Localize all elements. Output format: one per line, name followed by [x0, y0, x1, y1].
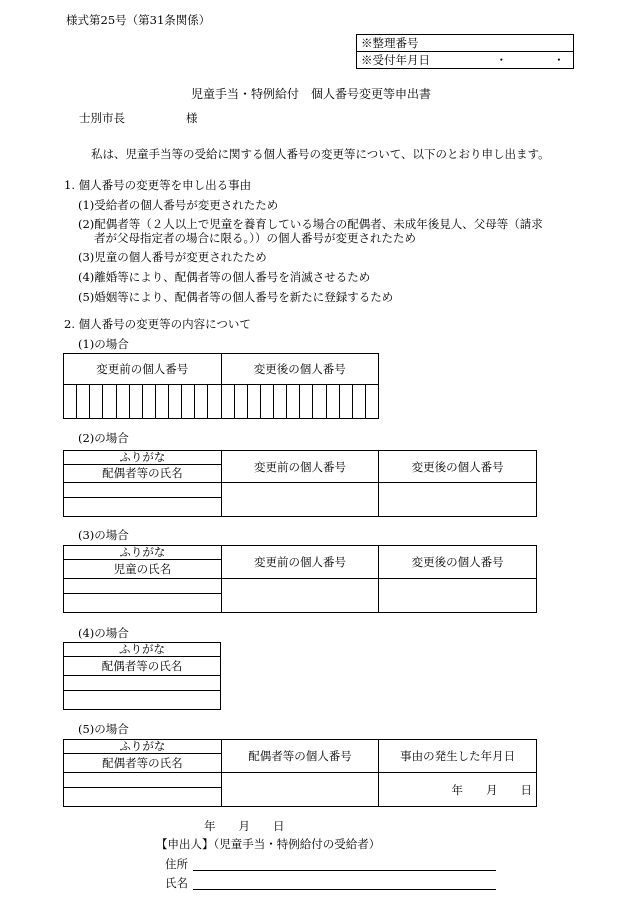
applicant-label: 【申出人】（児童手当・特例給付の受給者） [156, 837, 381, 851]
case4-name-input[interactable] [64, 676, 221, 710]
reason-4: (4)離婚等により、配偶者等の個人番号を消滅させるため [78, 270, 371, 284]
intro-text: 私は、児童手当等の受給に関する個人番号の変更等について、以下のとおり申し出ます。 [91, 147, 550, 161]
case1-before-digits[interactable] [64, 385, 222, 419]
receipt-date-dots: ・ ・ [495, 53, 565, 67]
case3-before-digits[interactable] [221, 579, 379, 613]
case5-label: (5)の場合 [78, 722, 129, 736]
receipt-date-label [357, 52, 574, 69]
name-line[interactable] [193, 889, 496, 890]
address-line[interactable] [193, 870, 496, 871]
case3-name-input[interactable] [64, 579, 222, 613]
case1-after-header: 変更後の個人番号 [221, 354, 379, 385]
case2-table [63, 450, 537, 517]
form-number: 様式第25号（第31条関係） [66, 13, 211, 27]
case5-date-header: 事由の発生した年月日 [379, 740, 537, 773]
reason-5: (5)婚姻等により、配偶者等の個人番号を新たに登録するため [78, 290, 394, 304]
case5-name: 配偶者等の氏名 [64, 753, 221, 772]
reason-2-cont: 者が父母指定者の場合に限る。））の個人番号が変更されたため [94, 231, 416, 245]
footer-date: 年 月 日 [204, 819, 285, 833]
case3-name-header [64, 546, 222, 579]
case3-name: 児童の氏名 [64, 559, 221, 578]
case2-name-input[interactable] [64, 483, 222, 517]
case1-after-digits[interactable] [221, 385, 379, 419]
case2-after-header: 変更後の個人番号 [379, 451, 537, 483]
case1-label: (1)の場合 [78, 337, 129, 351]
case5-date-input[interactable]: 年 月 日 [379, 773, 537, 807]
addressee-sama: 様 [186, 111, 198, 125]
case3-table [63, 545, 537, 613]
reason-3: (3)児童の個人番号が変更されたため [78, 250, 267, 264]
case4-name-header [64, 643, 221, 676]
case5-number-header: 配偶者等の個人番号 [221, 740, 379, 773]
case4-label: (4)の場合 [78, 626, 129, 640]
reference-number-label: ※整理番号 [357, 35, 574, 52]
case5-table [63, 739, 537, 807]
receipt-date-text: ※受付年月日 [361, 53, 430, 67]
case4-table [63, 642, 221, 710]
case3-label: (3)の場合 [78, 528, 129, 542]
office-use-box [356, 34, 574, 69]
case2-name: 配偶者等の氏名 [64, 464, 221, 482]
case4-furigana: ふりがな [119, 642, 165, 656]
case2-label: (2)の場合 [78, 431, 129, 445]
reason-2: (2)配偶者等（２人以上で児童を養育している場合の配偶者、未成年後見人、父母等（請求 [78, 217, 543, 231]
case3-after-header: 変更後の個人番号 [379, 546, 537, 579]
case3-before-header: 変更前の個人番号 [221, 546, 379, 579]
reason-1: (1)受給者の個人番号が変更されたため [78, 198, 279, 212]
case5-name-header [64, 740, 222, 773]
case1-before-header: 変更前の個人番号 [64, 354, 222, 385]
case2-name-header [64, 451, 222, 483]
case2-furigana: ふりがな [119, 450, 166, 464]
address-label: 住所 [165, 857, 188, 871]
case1-table [63, 353, 379, 419]
case2-after-digits[interactable] [379, 483, 537, 517]
case5-number-digits[interactable] [221, 773, 379, 807]
case5-name-input[interactable] [64, 773, 222, 807]
case5-furigana: ふりがな [119, 739, 166, 753]
name-label: 氏名 [165, 876, 188, 890]
document-title: 児童手当・特例給付 個人番号変更等申出書 [191, 87, 432, 101]
case3-furigana: ふりがな [119, 545, 166, 559]
case4-name: 配偶者等の氏名 [64, 656, 220, 675]
section2-heading: 2. 個人番号の変更等の内容について [64, 317, 251, 331]
section1-heading: 1. 個人番号の変更等を申し出る事由 [64, 178, 252, 192]
case2-before-digits[interactable] [221, 483, 379, 517]
case3-after-digits[interactable] [379, 579, 537, 613]
addressee-mayor: 士別市長 [79, 111, 125, 125]
case2-before-header: 変更前の個人番号 [221, 451, 379, 483]
